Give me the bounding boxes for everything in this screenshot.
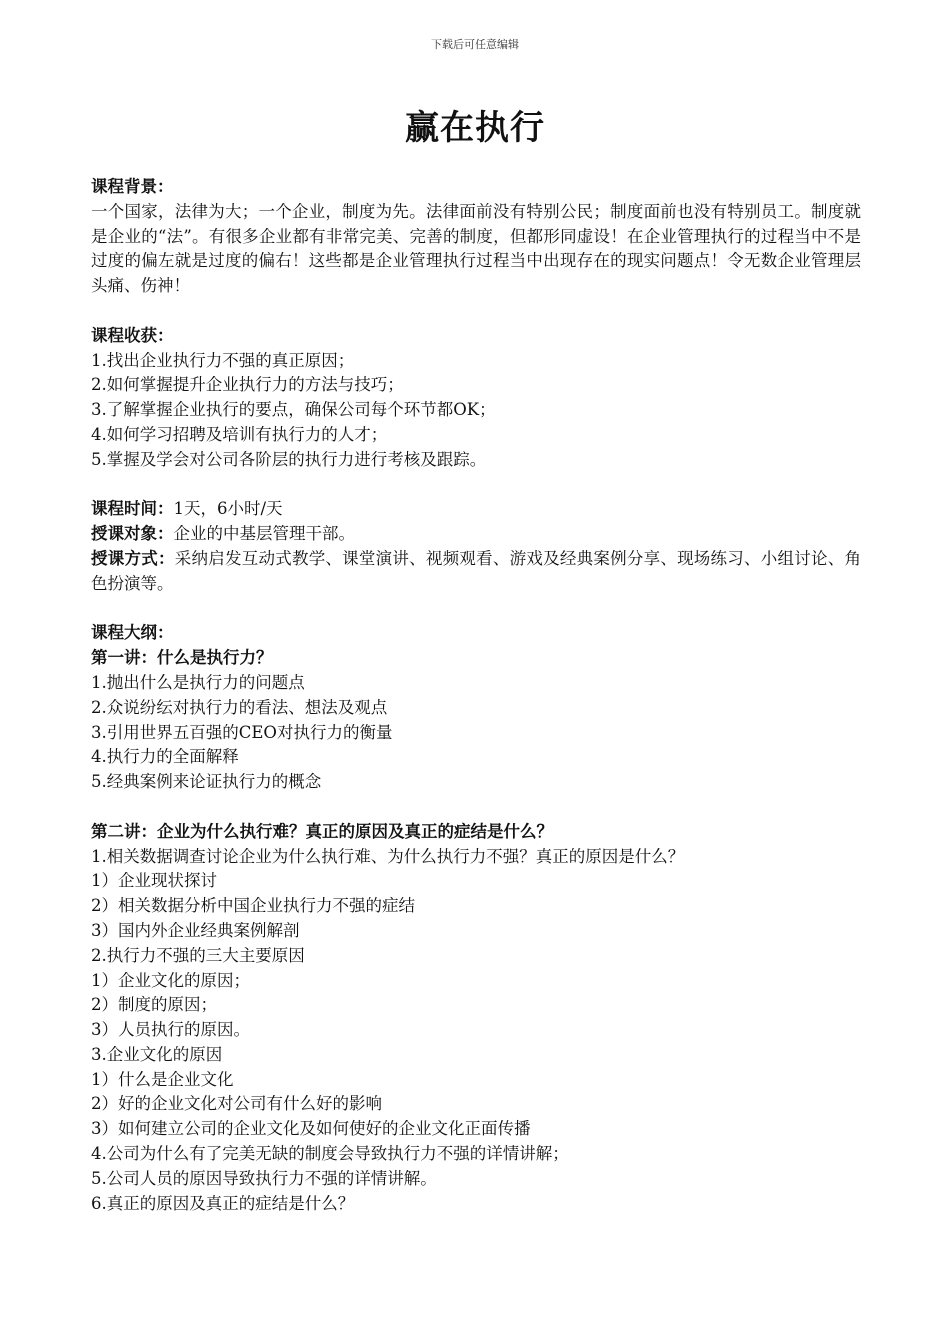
course-time	[91, 497, 861, 522]
lecture1-title: 第一讲：什么是执行力？	[91, 648, 273, 668]
course-time-value: 1天，6小时/天	[173, 499, 283, 519]
course-method-label: 授课方式：	[91, 548, 175, 568]
lecture2-item: 2.执行力不强的三大主要原因	[91, 945, 305, 965]
document-title: 赢在执行	[405, 108, 545, 148]
lecture2-item: 4.公司为什么有了完美无缺的制度会导致执行力不强的详情讲解；	[91, 1144, 569, 1164]
lecture1-item: 4.执行力的全面解释	[91, 747, 239, 767]
background-heading: 课程背景：	[91, 177, 174, 196]
lecture1-item: 3.引用世界五百强的CEO对执行力的衡量	[91, 722, 393, 742]
course-method	[91, 547, 861, 597]
lecture2-item: 5.公司人员的原因导致执行力不强的详情讲解。	[91, 1168, 437, 1188]
lecture2-item: 2）制度的原因；	[91, 995, 217, 1015]
lecture2-item: 3）人员执行的原因。	[91, 1020, 250, 1040]
gains-heading: 课程收获：	[91, 325, 174, 345]
gains-item: 4.如何学习招聘及培训有执行力的人才；	[91, 424, 388, 444]
course-audience-label: 授课对象：	[91, 524, 174, 544]
lecture1-item: 5.经典案例来论证执行力的概念	[91, 772, 322, 792]
header-note: 下载后可任意编辑	[431, 38, 519, 51]
background-text: 一个国家，法律为大；一个企业，制度为先。法律面前没有特别公民；制度面前也没有特别员工。制度就是企业的“法”。有很多企业都有非常完美、完善的制度，但都形同虚设！在企业管理执行的过程当中不是过度的偏左就是过度的偏右！这些都是企业管理执行过程当中出现存在的现实问题点！令无数企业管理层头痛、伤神！	[91, 201, 861, 296]
lecture2-item: 3）国内外企业经典案例解剖	[91, 920, 300, 940]
lecture2-item: 2）好的企业文化对公司有什么好的影响	[91, 1094, 382, 1114]
lecture1-item: 1.抛出什么是执行力的问题点	[91, 672, 305, 692]
lecture2-item: 3）如何建立公司的企业文化及如何使好的企业文化正面传播	[91, 1119, 531, 1139]
lecture2-item: 1）什么是企业文化	[91, 1069, 234, 1089]
gains-item: 5.掌握及学会对公司各阶层的执行力进行考核及跟踪。	[91, 449, 487, 469]
lecture2-item: 1.相关数据调查讨论企业为什么执行难、为什么执行力不强？真正的原因是什么？	[91, 846, 685, 866]
lecture2-item: 3.企业文化的原因	[91, 1044, 223, 1064]
gains-item: 1.找出企业执行力不强的真正原因；	[91, 350, 355, 370]
course-method-value: 采纳启发互动式教学、课堂演讲、视频观看、游戏及经典案例分享、现场练习、小组讨论、角色扮演等。	[91, 548, 862, 593]
course-time-label: 课程时间：	[91, 499, 174, 519]
lecture2-item: 2）相关数据分析中国企业执行力不强的症结	[91, 896, 415, 916]
document-body	[91, 175, 861, 1216]
course-audience	[91, 522, 861, 547]
lecture2-title: 第二讲：企业为什么执行难？真正的原因及真正的症结是什么？	[91, 821, 553, 841]
course-audience-value: 企业的中基层管理干部。	[173, 524, 355, 544]
gains-item: 2.如何掌握提升企业执行力的方法与技巧；	[91, 375, 404, 395]
lecture2-item: 6.真正的原因及真正的症结是什么？	[91, 1193, 355, 1213]
outline-heading: 课程大纲：	[91, 623, 174, 643]
gains-item: 3.了解掌握企业执行的要点，确保公司每个环节都OK；	[91, 400, 496, 420]
lecture2-item: 1）企业现状探讨	[91, 871, 217, 891]
lecture2-item: 1）企业文化的原因；	[91, 970, 250, 990]
lecture1-item: 2.众说纷纭对执行力的看法、想法及观点	[91, 697, 388, 717]
